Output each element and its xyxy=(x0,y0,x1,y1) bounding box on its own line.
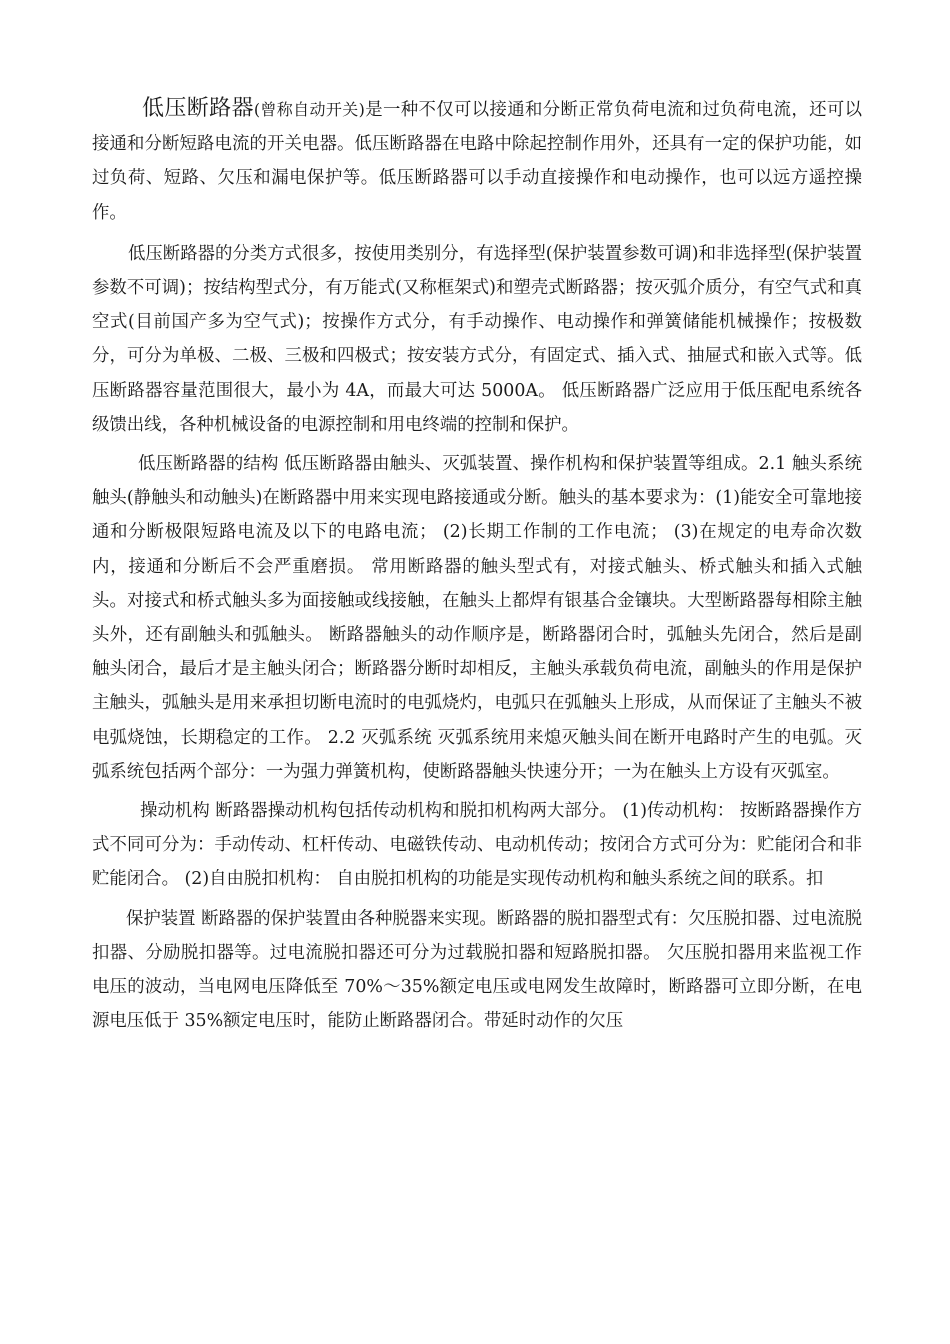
paragraph-intro-text: 是一种不仅可以接通和分断正常负荷电流和过负荷电流，还可以接通和分断短路电流的开关电器。低压断路器在电路中除起控制作用外，还具有一定的保护功能，如过负荷、短路、欠压和漏电保护等。低压断路器可以手动直接操作和电动操作，也可以远方遥控操作。 xyxy=(92,100,862,223)
paragraph-operating-mechanism: 操动机构 断路器操动机构包括传动机构和脱扣机构两大部分。 (1)传动机构： 按断路器操作方式不同可分为：手动传动、杠杆传动、电磁铁传动、电动机传动；按闭合方式可分为：贮能闭合和非贮能闭合。 (2)自由脱扣机构： 自由脱扣机构的功能是实现传动机构和触头系统之间的联系。扣 xyxy=(92,801,862,890)
lead-term: 低压断路器 xyxy=(142,96,254,121)
paragraph-protection-device: 保护装置 断路器的保护装置由各种脱器来实现。断路器的脱扣器型式有：欠压脱扣器、过电流脱扣器、分励脱扣器等。过电流脱扣器还可分为过载脱扣器和短路脱扣器。 欠压脱扣器用来监视工作电压的波动，当电网电压降低至 70%～35%额定电压或电网发生故障时，断路器可立即分断，在电源电压低于 35%额定电压时，能防止断路器闭合。带延时动作的欠压 xyxy=(92,908,862,1032)
paragraph-classification: 低压断路器的分类方式很多，按使用类别分，有选择型(保护装置参数可调)和非选择型(保护装置参数不可调)；按结构型式分，有万能式(又称框架式)和塑壳式断路器；按灭弧介质分，有空气式和真空式(目前国产多为空气式)；按操作方式分，有手动操作、电动操作和弹簧储能机械操作；按极数分，可分为单极、二极、三极和四极式；按安装方式分，有固定式、插入式、抽屉式和嵌入式等。低压断路器容量范围很大，最小为 4A，而最大可达 5000A。 低压断路器广泛应用于低压配电系统各级馈出线，各种机械设备的电源控制和用电终端的控制和保护。 xyxy=(92,243,862,435)
document-page xyxy=(92,92,862,1038)
lead-term-note: (曾称自动开关) xyxy=(253,100,365,119)
paragraph-structure: 低压断路器的结构 低压断路器由触头、灭弧装置、操作机构和保护装置等组成。2.1 触头系统 触头(静触头和动触头)在断路器中用来实现电路接通或分断。触头的基本要求为：(1)能安全可靠地接通和分断极限短路电流及以下的电路电流； (2)长期工作制的工作电流； (3)在规定的电寿命次数内，接通和分断后不会严重磨损。 常用断路器的触头型式有，对接式触头、桥式触头和插入式触头。对接式和桥式触头多为面接触或线接触，在触头上都焊有银基合金镶块。大型断路器每相除主触头外，还有副触头和弧触头。 断路器触头的动作顺序是，断路器闭合时，弧触头先闭合，然后是副触头闭合，最后才是主触头闭合；断路器分断时却相反，主触头承载负荷电流，副触头的作用是保护主触头，弧触头是用来承担切断电流时的电弧烧灼，电弧只在弧触头上形成，从而保证了主触头不被电弧烧蚀，长期稳定的工作。 2.2 灭弧系统 灭弧系统用来熄灭触头间在断开电路时产生的电弧。灭弧系统包括两个部分：一为强力弹簧机构，使断路器触头快速分开；一为在触头上方设有灭弧室。 xyxy=(92,454,862,782)
paragraph-intro xyxy=(92,92,862,230)
